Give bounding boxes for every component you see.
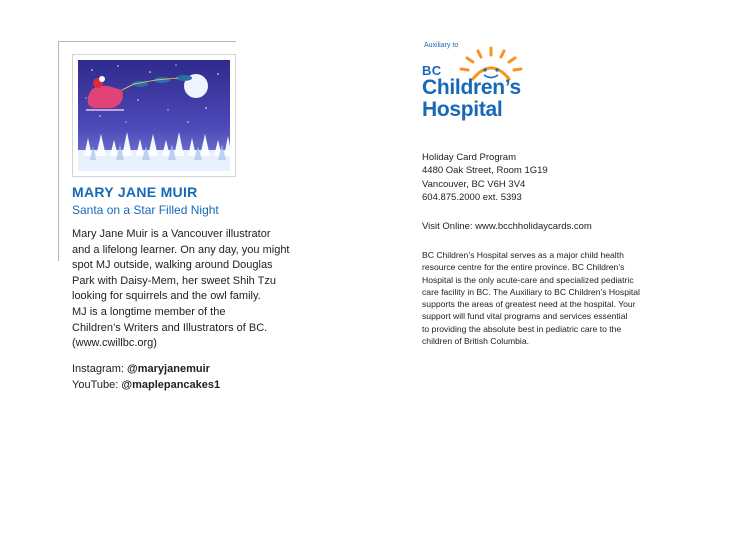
about-line: supports the areas of greatest need at the hospital. Your [422, 299, 636, 310]
about-line: children of British Columbia. [422, 336, 529, 347]
santa-sleigh-reindeer-illustration [78, 60, 230, 171]
about-line: Hospital is the only acute-care and specialized pediatric [422, 274, 634, 285]
contact-line: 4480 Oak Street, Room 1G19 [422, 165, 548, 177]
instagram-label: Instagram: [72, 363, 128, 375]
instagram-line [72, 362, 220, 378]
about-line: support will fund vital programs and services essential [422, 311, 628, 322]
about-line: to providing the absolute best in pediatric care to the [422, 323, 622, 334]
bio-line: Children’s Writers and Illustrators of BC. [72, 321, 268, 334]
contact-line: Holiday Card Program [422, 152, 516, 163]
youtube-label: YouTube: [72, 378, 122, 391]
bio-line: (www.cwillbc.org) [72, 337, 157, 350]
social-links [72, 362, 220, 393]
logo-bc: BC [422, 63, 442, 78]
artist-bio [72, 227, 342, 352]
artwork-frame [72, 54, 236, 177]
about-hospital [422, 249, 712, 347]
instagram-handle[interactable]: @maryjanemuir [127, 363, 210, 375]
crop-mark-horizontal [58, 41, 236, 42]
logo-hospital: Hospital [422, 98, 503, 121]
visit-online[interactable]: Visit Online: www.bcchholidaycards.com [422, 221, 592, 232]
bio-line: MJ is a longtime member of the [72, 305, 226, 318]
artwork-title: Santa on a Star Filled Night [72, 203, 219, 217]
youtube-handle[interactable]: @maplepancakes1 [121, 378, 221, 391]
bio-line: looking for squirrels and the owl family. [72, 290, 261, 303]
contact-line: Vancouver, BC V6H 3V4 [422, 178, 526, 190]
youtube-line [72, 378, 220, 394]
contact-block [422, 151, 548, 204]
contact-line: 604.875.2000 ext. 5393 [422, 191, 522, 203]
logo-auxiliary-text: Auxiliary to [424, 42, 459, 49]
bio-line: spot MJ outside, walking around Douglas [72, 259, 273, 272]
about-line: care facility in BC. The Auxiliary to BC Children’s Hospital [422, 286, 640, 297]
artist-name: MARY JANE MUIR [72, 184, 198, 200]
bio-line: and a lifelong learner. On any day, you might [72, 243, 290, 256]
bio-line: Park with Daisy-Mem, her sweet Shih Tzu [72, 274, 276, 287]
logo-childrens: Children’s [422, 76, 521, 99]
crop-mark-vertical [58, 41, 59, 261]
about-line: BC Children’s Hospital serves as a major child health [422, 250, 624, 260]
bio-line: Mary Jane Muir is a Vancouver illustrator [72, 228, 271, 240]
about-line: resource centre for the entire province. BC Children’s [422, 262, 625, 273]
